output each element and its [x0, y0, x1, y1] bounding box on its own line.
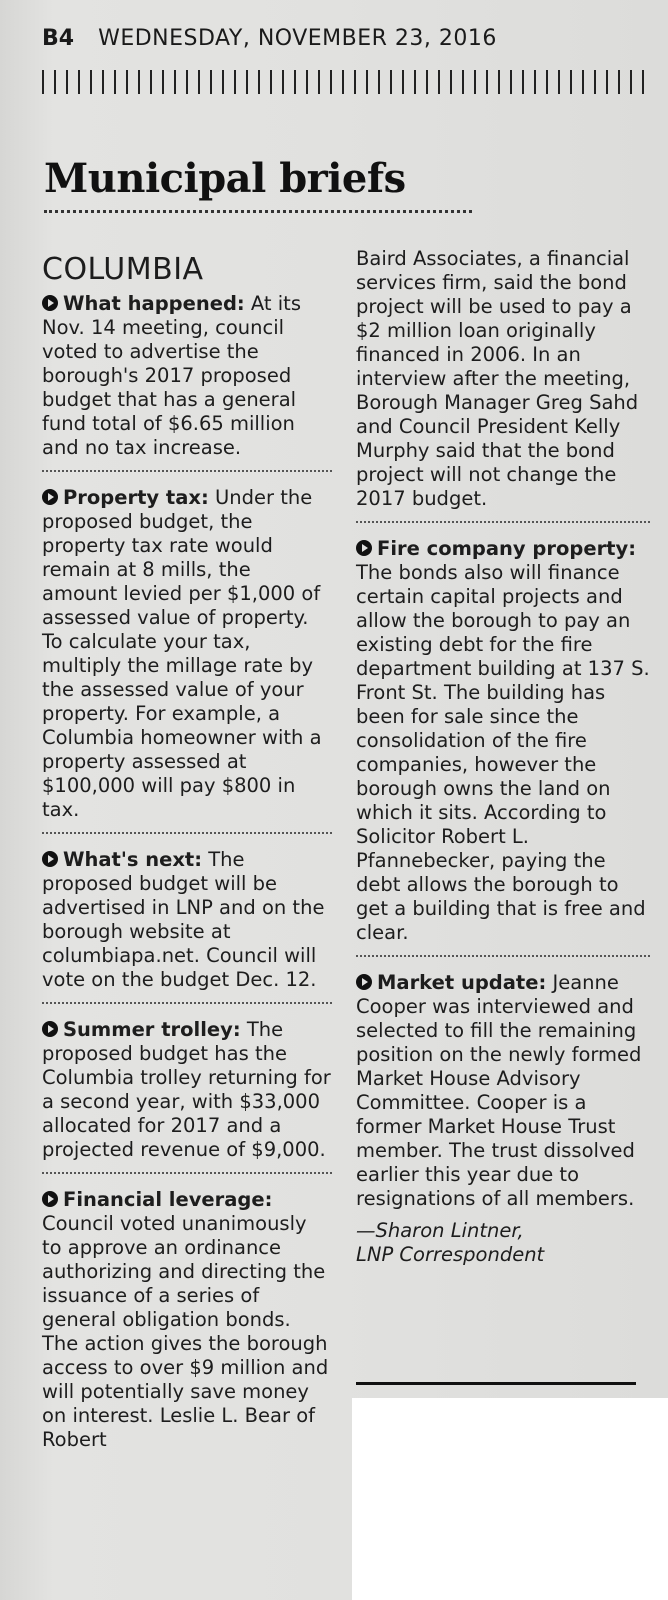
- brief-lead: Fire company property:: [377, 537, 637, 560]
- brief-text: Council voted unanimously to approve an ordinance authorizing and directing the issuance of a series of general obligation bonds. The action gives the borough access to over $9 million and will potentially save money on interest. Leslie L. Bear of Robert: [42, 1212, 329, 1451]
- play-bullet-icon: [42, 1021, 58, 1037]
- dotted-separator: [42, 832, 332, 834]
- title-dotted-rule: [44, 210, 472, 213]
- brief-lead: Financial leverage:: [63, 1188, 273, 1211]
- brief-lead: What happened:: [63, 292, 245, 315]
- brief-property-tax: [42, 486, 332, 822]
- brief-lead: What's next:: [63, 848, 203, 871]
- byline-role: LNP Correspondent: [356, 1243, 545, 1266]
- dotted-separator: [42, 470, 332, 472]
- brief-text: The proposed budget has the Columbia trolley returning for a second year, with $33,000 allocated for 2017 and a projected revenue of $9,000.: [42, 1018, 331, 1161]
- play-bullet-icon: [42, 489, 58, 505]
- brief-text: At its Nov. 14 meeting, council voted to advertise the borough's 2017 proposed budget that has a general fund total of $6.65 million and no tax increase.: [42, 292, 301, 459]
- header-tick-rule: [42, 70, 654, 94]
- section-title: Municipal briefs: [44, 155, 406, 202]
- brief-lead: Summer trolley:: [63, 1018, 241, 1041]
- brief-what-happened: [42, 292, 332, 460]
- play-bullet-icon: [356, 540, 372, 556]
- brief-text: The proposed budget will be advertised in LNP and on the borough website at columbiapa.net. Council will vote on the budget Dec. 12.: [42, 848, 325, 991]
- brief-text: The bonds also will finance certain capital projects and allow the borough to pay an existing debt for the fire department building at 137 S. Front St. The building has been for sale since the consolidation of the fire companies, however the borough owns the land on which it sits. According to Solicitor Robert L. Pfannebecker, paying the debt allows the borough to get a building that is free and clear.: [356, 561, 650, 944]
- dotted-separator: [356, 521, 650, 523]
- brief-text: Jeanne Cooper was interviewed and selected to fill the remaining position on the newly formed Market House Advisory Committee. Cooper is a former Market House Trust member. The trust dissolved earlier this year due to resignations of all members.: [356, 971, 642, 1210]
- left-column: [42, 250, 332, 1452]
- right-column: [356, 247, 650, 1267]
- byline: [356, 1219, 650, 1267]
- brief-fire-company-property: [356, 537, 650, 945]
- play-bullet-icon: [42, 295, 58, 311]
- play-bullet-icon: [356, 974, 372, 990]
- brief-financial-leverage: [42, 1188, 332, 1452]
- brief-continuation: Baird Associates, a financial services firm, said the bond project will be used to pay a $2 million loan originally financed in 2006. In an interview after the meeting, Borough Manager Greg Sahd and Council President Kelly Murphy said that the bond project will not change the 2017 budget.: [356, 247, 639, 510]
- dotted-separator: [356, 955, 650, 957]
- page-number: B4: [42, 26, 75, 51]
- dotted-separator: [42, 1172, 332, 1174]
- byline-name: —Sharon Lintner,: [356, 1219, 524, 1242]
- play-bullet-icon: [42, 1191, 58, 1207]
- blank-area: [352, 1398, 668, 1600]
- play-bullet-icon: [42, 851, 58, 867]
- brief-lead: Market update:: [377, 971, 547, 994]
- brief-whats-next: [42, 848, 332, 992]
- page-header: [42, 26, 652, 62]
- brief-text: Under the proposed budget, the property tax rate would remain at 8 mills, the amount levied per $1,000 of assessed value of property. To calculate your tax, multiply the millage rate by the assessed value of your property. For example, a Columbia homeowner with a property assessed at $100,000 will pay $800 in tax.: [42, 486, 322, 821]
- end-rule: [356, 1382, 636, 1385]
- dotted-separator: [42, 1002, 332, 1004]
- town-heading: COLUMBIA: [42, 252, 204, 287]
- brief-lead: Property tax:: [63, 486, 209, 509]
- publication-date: WEDNESDAY, NOVEMBER 23, 2016: [98, 26, 497, 51]
- brief-summer-trolley: [42, 1018, 332, 1162]
- brief-market-update: [356, 971, 650, 1211]
